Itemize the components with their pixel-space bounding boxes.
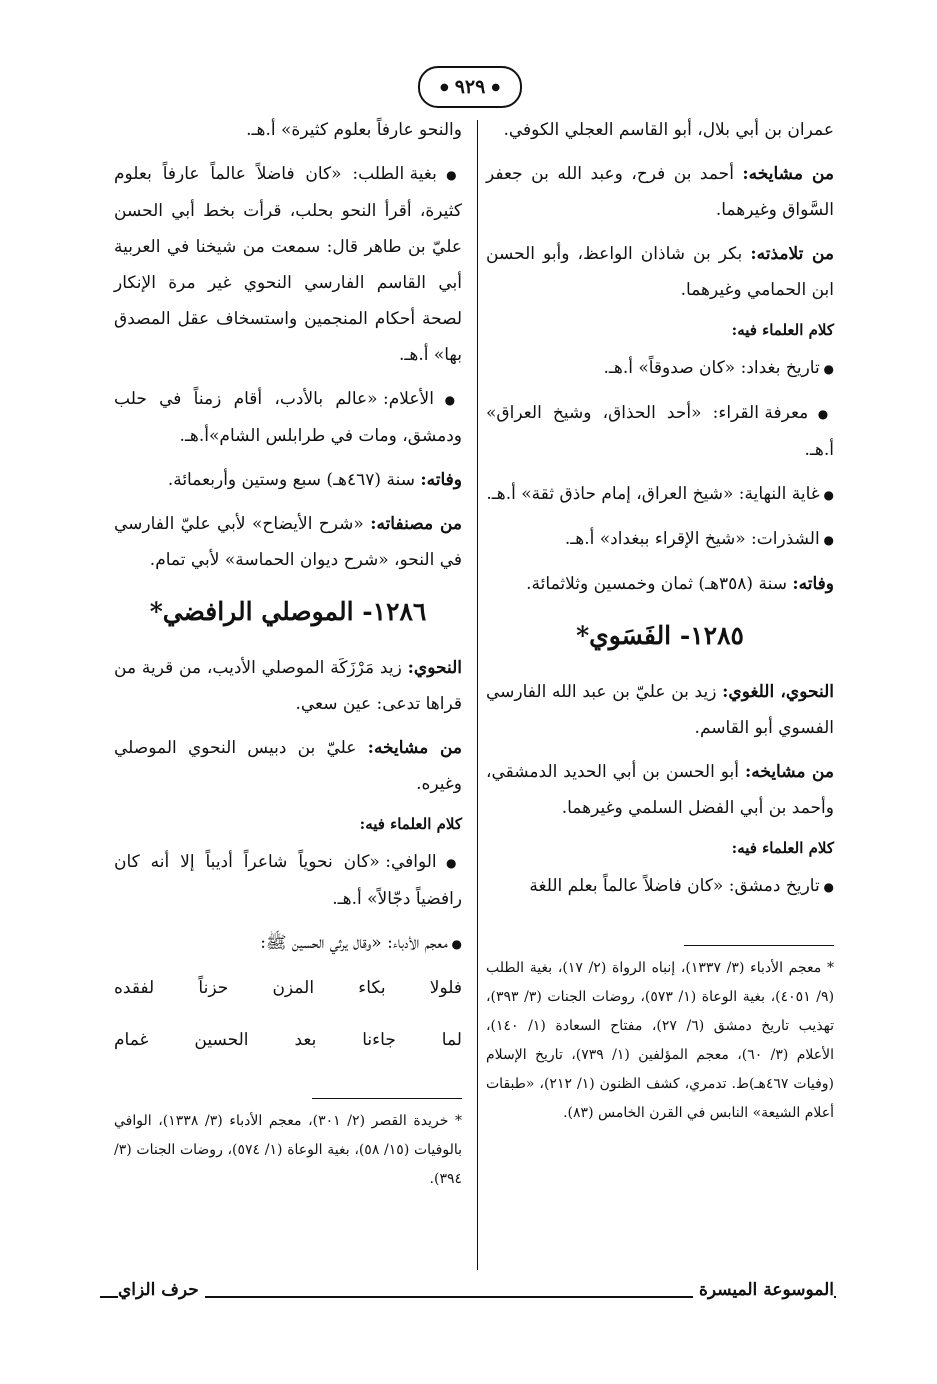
students-text: بكر بن شاذان الواعظ، وأبو الحسن ابن الحمامي وغيرهما. (486, 244, 834, 300)
sheikhs-label: من مشايخه: (367, 738, 463, 758)
sheikhs-paragraph (114, 730, 462, 802)
footer-book-title: الموسوعة الميسرة (693, 1280, 834, 1300)
quote-item: ● بغية الطلب: «كان فاضلاً عالماً عارفاً بعلوم كثيرة، أقرأ النحو بحلب، قرأت بخط أبي الحسن عليّ بن طاهر قال: سمعت من شيخنا في العربية أبي القاسم الفارسي النحوي غير مرة الإنكار لصحة أحكام المنجمين واستسخاف عقل المصدق بها» أ.هـ. (114, 156, 462, 373)
sheikhs-label: من مشايخه: (742, 164, 834, 184)
entry-description (486, 674, 834, 746)
sheikhs-paragraph (486, 156, 834, 228)
column-divider (477, 120, 478, 1270)
sheikhs-text: عليّ بن دبيس النحوي الموصلي وغيره. (114, 738, 462, 794)
entry-text: زيد بن عليّ بن عبد الله الفارسي الفسوي أبو القاسم. (486, 682, 834, 738)
quote-item: ● معرفة القراء: «أحد الحذاق، وشيخ العراق» أ.هـ. (486, 395, 834, 468)
sheikhs-text: أحمد بن فرح، وعبد الله بن جعفر السَّواق وغيرهما. (486, 164, 834, 220)
footnote-rule (312, 1098, 462, 1099)
footer-section-title: حرف الزاي (118, 1280, 205, 1300)
death-label: وفاته: (420, 470, 462, 490)
sheikhs-label: من مشايخه: (744, 762, 834, 782)
quote-item: ● معجم الأدباء: «وقال يرثي الحسين ﷺ: (114, 925, 462, 962)
dot-icon: ● (439, 81, 449, 93)
quote-item: ● غاية النهاية: «شيخ العراق، إمام حاذق ثقة» أ.هـ. (486, 476, 834, 513)
death-label: وفاته: (792, 574, 834, 594)
sheikhs-text: أبو الحسن بن أبي الحديد الدمشقي، وأحمد بن أبي الفضل السلمي وغيرهما. (486, 762, 834, 818)
entry-label: النحوي: (407, 658, 462, 678)
entry-title: ١٢٨٦- الموصلي الرافضي* (149, 597, 427, 626)
page-number: ٩٢٩ (454, 76, 486, 98)
quote-item: ● الشذرات: «شيخ الإقراء ببغداد» أ.هـ. (486, 521, 834, 558)
quote-item: ● تاريخ دمشق: «كان فاضلاً عالماً بعلم اللغة (486, 868, 834, 905)
quote-item: ● الأعلام: «عالم بالأدب، أقام زمناً في حلب ودمشق، ومات في طرابلس الشام»أ.هـ. (114, 381, 462, 454)
dot-icon: ● (491, 81, 501, 93)
death-text: سنة (٣٥٨هـ) ثمان وخمسين وثلاثمائة. (526, 574, 793, 594)
works-label: من مصنفاته: (370, 514, 463, 534)
works-text: «شرح الأيضاح» لأبي عليّ الفارسي في النحو، «شرح ديوان الحماسة» لأبي تمام. (114, 514, 462, 570)
entry-intro: عمران بن أبي بلال، أبو القاسم العجلي الكوفي. (503, 120, 834, 140)
death-text: سنة (٤٦٧هـ) سبع وستين وأربعمائة. (167, 470, 421, 490)
entry-description (114, 650, 462, 722)
quote-item: ● تاريخ بغداد: «كان صدوقاً» أ.هـ. (486, 350, 834, 387)
scholars-heading: كلام العلماء فيه: (731, 321, 834, 339)
sheikhs-paragraph (486, 754, 834, 826)
verse-line: فلولا بكاء المزن حزناً لفقده (114, 978, 462, 998)
quote-continuation: والنحو عارفاً بعلوم كثيرة» أ.هـ. (246, 120, 462, 140)
footnote: * معجم الأدباء (٣/ ١٣٣٧)، إنباه الرواة (٢/ ١٧)، بغية الطلب (٩/ ٤٠٥١)، بغية الوعاة (١/ ٥٧٣)، روضات الجنات (٣/ ٣٩٣)، تهذيب تاريخ دمشق (٦/ ٢٧)، مفتاح السعادة (١/ ١٤٠)، الأعلام (٣/ ٦٠)، معجم المؤلفين (١/ ٧٣٩)، تاريخ الإسلام (وفيات ٤٦٧هـ)ط. تدمري، كشف الظنون (١/ ٢١٢)، «طبقات أعلام الشيعة» النابس في القرن الخامس (٨٣). (486, 960, 835, 1121)
death-paragraph (486, 566, 834, 602)
entry-title: ١٢٨٥- الفَسَوي* (576, 621, 744, 650)
scholars-heading: كلام العلماء فيه: (359, 815, 462, 833)
entry-label: النحوي، اللغوي: (722, 682, 834, 702)
footnote: * خريدة القصر (٢/ ٣٠١)، معجم الأدباء (٣/ ١٣٣٨)، الوافي بالوفيات (١٥/ ٥٨)، بغية الوعاة (١/ ٥٧٤)، روضات الجنات (٣/ ٣٩٤). (114, 1113, 463, 1187)
students-label: من تلامذته: (750, 244, 834, 264)
students-paragraph (486, 236, 834, 308)
works-paragraph (114, 506, 462, 578)
footnote-rule (684, 945, 834, 946)
page-number-badge (418, 66, 522, 108)
death-paragraph (114, 462, 462, 498)
scholars-heading: كلام العلماء فيه: (731, 839, 834, 857)
right-column (486, 112, 834, 1128)
entry-text: زيد مَرْزَكَة الموصلي الأديب، من قرية من قراها تدعى: عين سعي. (114, 658, 462, 714)
left-column (114, 112, 462, 1194)
quote-item: ● الوافي: «كان نحوياً شاعراً أديباً إلا أنه كان رافضياً دجّالاً» أ.هـ. (114, 844, 462, 917)
verse-line: لما جاءنا بعد الحسين غمام (114, 1030, 462, 1050)
